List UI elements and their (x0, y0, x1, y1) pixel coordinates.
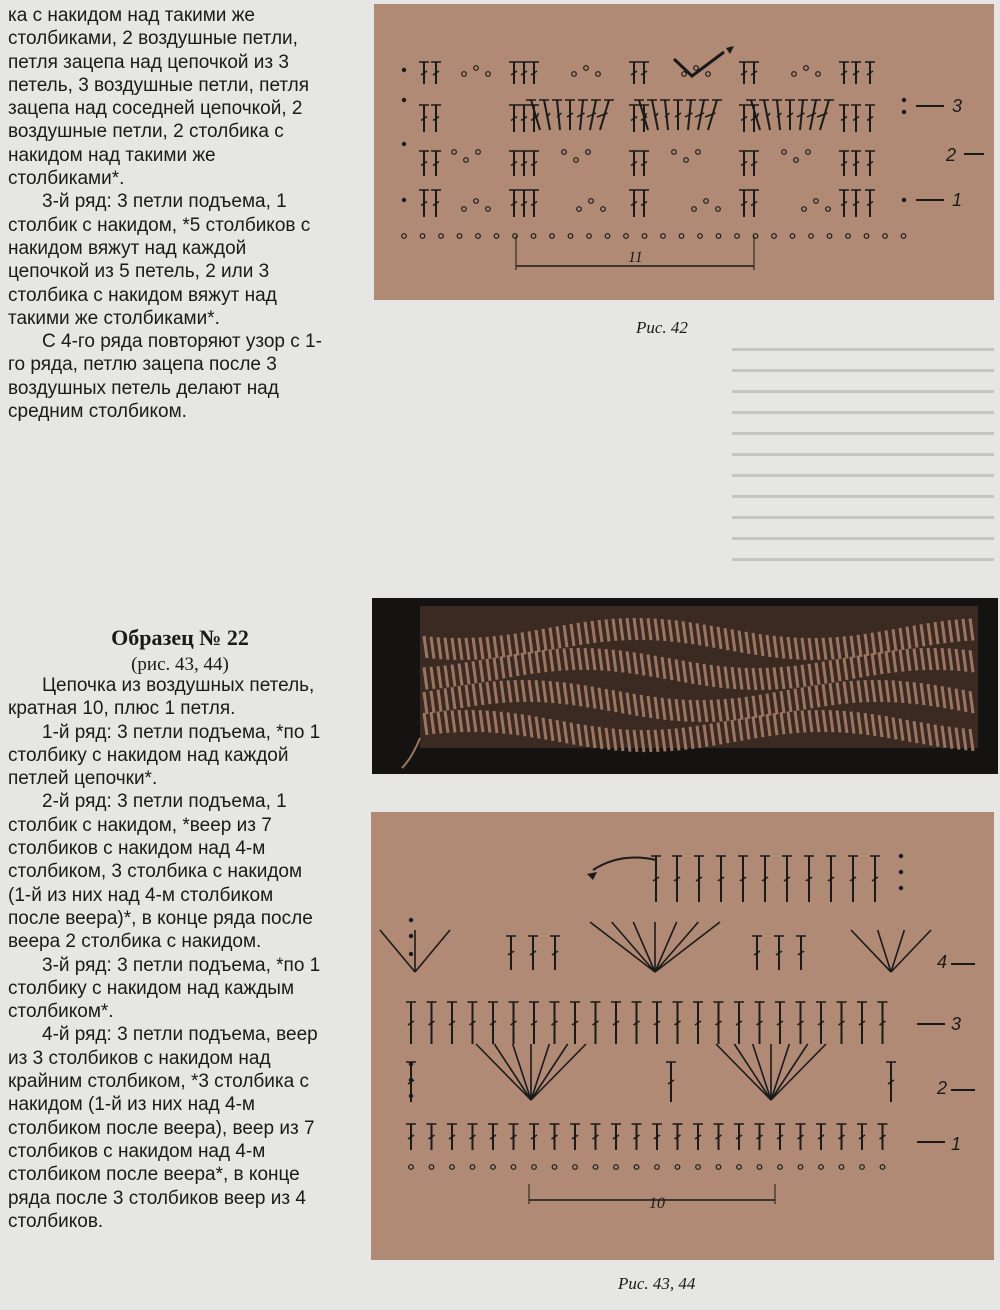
chain-stitch-symbol (794, 158, 799, 163)
chain-stitch-symbol (562, 150, 567, 155)
chain-stitch-symbol (672, 150, 677, 155)
paragraph: 1-й ряд: 3 петли подъема, *по 1 столбику с накидом над каждой петлей цепочки*. (8, 721, 321, 790)
chain-stitch-symbol (470, 1165, 475, 1170)
row-label-2: 2 (946, 145, 957, 165)
chain-stitch-symbol (452, 150, 457, 155)
chain-stitch-symbol (584, 66, 589, 71)
chain-stitch-symbol (757, 1165, 762, 1170)
chain-stitch-symbol (819, 1165, 824, 1170)
direction-arrow (593, 858, 656, 870)
fan-stitch-symbol (716, 1044, 771, 1100)
chain-stitch-symbol (694, 66, 699, 71)
turning-chain-dot (409, 934, 413, 938)
chain-stitch-symbol (464, 158, 469, 163)
turning-chain-dot (409, 918, 413, 922)
chain-stitch-symbol (698, 234, 703, 239)
turning-chain-dot (899, 870, 903, 874)
fan-stitch-symbol (734, 1044, 771, 1100)
chain-stitch-symbol (706, 72, 711, 77)
chain-stitch-symbol (494, 234, 499, 239)
chain-stitch-symbol (409, 1165, 414, 1170)
figure-caption: Рис. 42 (636, 318, 688, 337)
turning-chain-dot (899, 886, 903, 890)
chain-stitch-symbol (474, 66, 479, 71)
chain-stitch-symbol (586, 150, 591, 155)
chain-stitch-symbol (901, 234, 906, 239)
repeat-label: 10 (649, 1195, 665, 1212)
crochet-chart-43-44 (371, 812, 994, 1260)
chain-stitch-symbol (816, 72, 821, 77)
chain-stitch-symbol (864, 234, 869, 239)
fan-stitch-symbol (612, 922, 655, 972)
yarn-tail (402, 738, 420, 768)
chain-stitch-symbol (716, 207, 721, 212)
paragraph: 4-й ряд: 3 петли подъема, веер из 3 столбиков с накидом над крайним столбиком, *3 столбика с накидом (1-й из них над 4-м столбиком после веера), веер из 7 столбиков с накидом над 4-м столбиком после веера*, в конце ряда после 3 столбиков веер из 4 столбиков. (8, 1024, 318, 1232)
chain-stitch-symbol (601, 207, 606, 212)
chain-stitch-symbol (716, 1165, 721, 1170)
chain-stitch-symbol (696, 150, 701, 155)
chain-stitch-symbol (462, 72, 467, 77)
turning-chain-dot (402, 142, 406, 146)
direction-arrow (674, 52, 724, 76)
chain-stitch-symbol (552, 1165, 557, 1170)
chain-stitch-symbol (491, 1165, 496, 1170)
chain-stitch-symbol (692, 207, 697, 212)
turning-chain-dot (409, 1078, 413, 1082)
text-column-bottom (8, 674, 330, 1233)
double-crochet-symbol (597, 113, 608, 117)
chart-42-diagram (374, 4, 994, 300)
chain-stitch-symbol (682, 72, 687, 77)
turning-chain-dot (409, 1062, 413, 1066)
chain-stitch-symbol (735, 234, 740, 239)
turning-chain-dot (409, 952, 413, 956)
chain-stitch-symbol (574, 158, 579, 163)
arrow-head (726, 46, 734, 54)
double-crochet-symbol (705, 113, 716, 117)
chart-43-44-diagram (371, 812, 994, 1260)
chain-stitch-symbol (568, 234, 573, 239)
row-label-1: 1 (951, 1134, 962, 1154)
chain-stitch-symbol (532, 1165, 537, 1170)
chain-stitch-symbol (826, 207, 831, 212)
chain-stitch-symbol (474, 199, 479, 204)
chain-stitch-symbol (439, 234, 444, 239)
turning-chain-dot (402, 98, 406, 102)
turning-chain-dot (402, 68, 406, 72)
chain-stitch-symbol (596, 72, 601, 77)
paragraph: 3-й ряд: 3 петли подъема, 1 столбик с накидом, *5 столбиков с накидом вяжут над каждой цепочкой из 5 петель, 2 или 3 столбика с накидом вяжут над такими же столбиками*. (8, 191, 311, 329)
chain-stitch-symbol (605, 234, 610, 239)
sample-title: Образец № 22 (111, 625, 249, 650)
fan-stitch-symbol (531, 1044, 568, 1100)
chain-stitch-symbol (802, 207, 807, 212)
row-label-3: 3 (952, 96, 963, 116)
chain-stitch-symbol (476, 150, 481, 155)
chain-stitch-symbol (809, 234, 814, 239)
chain-stitch-symbol (624, 234, 629, 239)
chain-stitch-symbol (614, 1165, 619, 1170)
chain-stitch-symbol (450, 1165, 455, 1170)
sample-subtitle: (рис. 43, 44) (131, 654, 229, 675)
fan-stitch-symbol (590, 922, 655, 972)
chain-stitch-symbol (860, 1165, 865, 1170)
show-through-text (732, 330, 994, 570)
chart-43-stitches (380, 854, 931, 1170)
chain-stitch-symbol (429, 1165, 434, 1170)
repeat-label: 11 (628, 249, 643, 266)
chain-stitch-symbol (634, 1165, 639, 1170)
double-crochet-symbol (537, 113, 539, 117)
chain-stitch-symbol (476, 234, 481, 239)
chain-stitch-symbol (880, 1165, 885, 1170)
chain-stitch-symbol (778, 1165, 783, 1170)
chain-stitch-symbol (827, 234, 832, 239)
chain-stitch-symbol (572, 72, 577, 77)
chain-stitch-symbol (792, 72, 797, 77)
chain-stitch-symbol (716, 234, 721, 239)
paragraph: 3-й ряд: 3 петли подъема, *по 1 столбику с накидом над каждым столбиком*. (8, 954, 321, 1023)
chain-stitch-symbol (679, 234, 684, 239)
chain-stitch-symbol (790, 234, 795, 239)
chain-stitch-symbol (804, 66, 809, 71)
paragraph: Цепочка из воздушных петель, кратная 10, плюс 1 петля. (8, 675, 315, 720)
fan-stitch-symbol (476, 1044, 531, 1100)
double-crochet-symbol (695, 113, 704, 117)
chain-stitch-symbol (883, 234, 888, 239)
chain-stitch-symbol (513, 234, 518, 239)
paragraph: 2-й ряд: 3 петли подъема, 1 столбик с накидом, *веер из 7 столбиков с накидом над 4-м столбиком, 3 столбика с накидом (1-й из них над 4-м столбиком после веера)*, в конце ряда после веера 2 столбика с накидом. (8, 791, 313, 953)
figure-caption: Рис. 43, 44 (618, 1274, 696, 1293)
chain-stitch-symbol (814, 199, 819, 204)
chain-stitch-symbol (420, 234, 425, 239)
chain-stitch-symbol (577, 207, 582, 212)
text-column-top (8, 4, 330, 423)
turning-chain-dot (409, 1094, 413, 1098)
chain-stitch-symbol (550, 234, 555, 239)
fan-stitch-symbol (771, 1044, 826, 1100)
paragraph: ка с накидом над такими же столбиками, 2 воздушные петли, петля зацепа над цепочкой из 3 петель, 3 воздушные петли, петля зацепа над соседней цепочкой, 2 воздушные петли, 2 столбика с накидом над такими же столбиками*. (8, 5, 310, 190)
chain-stitch-symbol (589, 199, 594, 204)
chain-stitch-symbol (593, 1165, 598, 1170)
turning-chain-dot (402, 198, 406, 202)
chain-stitch-symbol (457, 234, 462, 239)
fan-stitch-symbol (771, 1044, 808, 1100)
crochet-chart-42 (374, 4, 994, 300)
arrow-head (587, 872, 597, 880)
paragraph: С 4-го ряда повторяют узор с 1-го ряда, петлю зацепа после 3 воздушных петель делают над средним столбиком. (8, 331, 322, 423)
chain-stitch-symbol (486, 207, 491, 212)
sample-photo (372, 598, 998, 774)
fan-stitch-symbol (531, 1044, 586, 1100)
double-crochet-symbol (817, 113, 828, 117)
double-crochet-symbol (587, 113, 596, 117)
chain-stitch-symbol (486, 72, 491, 77)
chain-stitch-symbol (806, 150, 811, 155)
fan-stitch-symbol (415, 930, 450, 972)
foundation-chain (402, 234, 906, 239)
chain-stitch-symbol (839, 1165, 844, 1170)
chain-stitch-symbol (704, 199, 709, 204)
chain-stitch-symbol (573, 1165, 578, 1170)
row-label-4: 4 (937, 952, 948, 972)
chain-stitch-symbol (696, 1165, 701, 1170)
chain-stitch-symbol (531, 234, 536, 239)
chain-stitch-symbol (661, 234, 666, 239)
chain-stitch-symbol (782, 150, 787, 155)
chain-stitch-symbol (772, 234, 777, 239)
chain-stitch-symbol (511, 1165, 516, 1170)
chain-stitch-symbol (642, 234, 647, 239)
row-label-1: 1 (952, 190, 963, 210)
double-crochet-symbol (757, 113, 759, 117)
turning-chain-dot (899, 854, 903, 858)
chain-stitch-symbol (462, 207, 467, 212)
turning-chain-dot (902, 110, 906, 114)
chain-stitch-symbol (675, 1165, 680, 1170)
fan-stitch-symbol (494, 1044, 531, 1100)
chain-stitch-symbol (402, 234, 407, 239)
turning-chain-dot (902, 198, 906, 202)
row-label-2: 2 (937, 1078, 948, 1098)
fan-stitch-symbol (655, 922, 698, 972)
row-label-3: 3 (951, 1014, 962, 1034)
fan-stitch-symbol (655, 922, 720, 972)
knitted-fabric-image (372, 598, 998, 774)
chart-42-stitches (402, 62, 906, 217)
double-crochet-symbol (807, 113, 816, 117)
chain-stitch-symbol (684, 158, 689, 163)
chain-stitch-symbol (587, 234, 592, 239)
chain-stitch-symbol (846, 234, 851, 239)
chain-stitch-symbol (655, 1165, 660, 1170)
chain-stitch-symbol (798, 1165, 803, 1170)
chain-stitch-symbol (737, 1165, 742, 1170)
turning-chain-dot (902, 98, 906, 102)
